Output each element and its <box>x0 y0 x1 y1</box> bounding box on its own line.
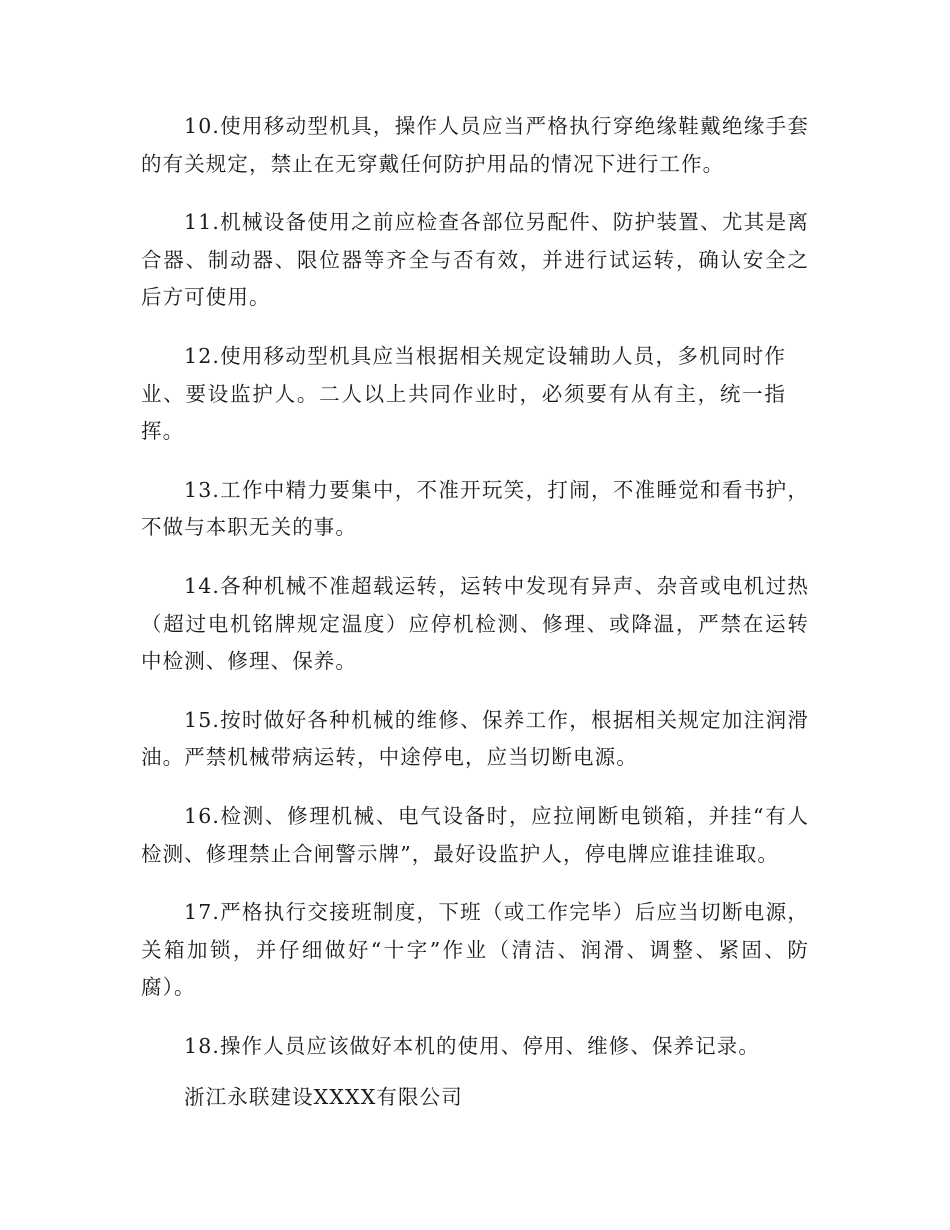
company-name: 浙江永联建设XXXX有限公司 <box>184 1085 463 1110</box>
rule-paragraph-18: 18.操作人员应该做好本机的使用、停用、维修、保养记录。 <box>184 1033 760 1058</box>
rule-paragraph-17: 17.严格执行交接班制度，下班（或工作完毕）后应当切断电源，关箱加锁，并仔细做好“十字”作业（清洁、润滑、调整、紧固、防腐）。 <box>141 900 809 1000</box>
rule-paragraph-14: 14.各种机械不准超载运转，运转中发现有异声、杂音或电机过热（超过电机铭牌规定温度）应停机检测、修理、或降温，严禁在运转中检测、修理、保养。 <box>141 573 809 674</box>
rule-paragraph-11: 11.机械设备使用之前应检查各部位另配件、防护装置、尤其是离合器、制动器、限位器等齐全与否有效，并进行试运转，确认安全之后方可使用。 <box>141 210 809 310</box>
rule-paragraph-12: 12.使用移动型机具应当根据相关规定设辅助人员，多机同时作业、要设监护人。二人以上共同作业时，必须要有从有主，统一指挥。 <box>141 343 786 444</box>
document-body <box>141 108 809 1117</box>
rule-paragraph-16: 16.检测、修理机械、电气设备时，应拉闸断电锁箱，并挂“有人检测、修理禁止合闸警示牌”，最好设监护人，停电牌应谁挂谁取。 <box>141 803 809 866</box>
rule-paragraph-13: 13.工作中精力要集中，不准开玩笑，打闹，不准睡觉和看书护，不做与本职无关的事。 <box>141 477 809 540</box>
rule-paragraph-15: 15.按时做好各种机械的维修、保养工作，根据相关规定加注润滑油。严禁机械带病运转，中途停电，应当切断电源。 <box>141 707 809 770</box>
rule-paragraph-10: 10.使用移动型机具，操作人员应当严格执行穿绝缘鞋戴绝缘手套的有关规定，禁止在无穿戴任何防护用品的情况下进行工作。 <box>141 114 809 176</box>
